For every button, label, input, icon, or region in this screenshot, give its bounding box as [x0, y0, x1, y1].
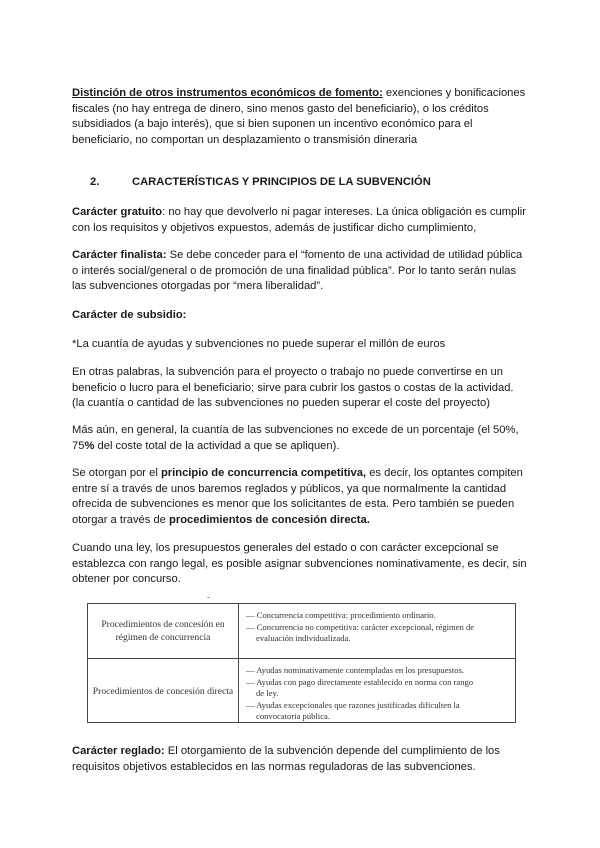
paragraph-ley: Cuando una ley, los presupuestos generales del estado o con carácter excepcional se establezca con rango legal, es posible asignar subvenciones nominativamente, es decir, sin obtener por concurso.: [72, 542, 527, 586]
text-mas-aun-b: del coste total de la actividad a que se apliquen).: [94, 439, 340, 452]
paragraph-concurrencia: [72, 466, 528, 528]
table-item: convocatoria pública.: [256, 711, 330, 721]
table-item: — Concurrencia competitiva: procedimiento ordinario.: [246, 610, 436, 620]
table-item: de ley.: [256, 688, 279, 698]
table-item: — Ayudas nominativamente contempladas en los presupuestos.: [246, 665, 465, 675]
table-row-label: Procedimientos de concesión en régimen de concurrencia: [88, 604, 239, 658]
heading-instrumentos: Distinción de otros instrumentos económicos de fomento:: [72, 87, 383, 99]
heading-gratuito: Carácter gratuito: [72, 206, 163, 218]
table-row-items: [246, 665, 508, 723]
text-concurrencia-bold-a: principio de concurrencia competitiva,: [160, 467, 367, 479]
heading-subsidio: Carácter de subsidio:: [72, 309, 187, 321]
heading-finalista: Carácter finalista:: [72, 249, 167, 261]
table-item: — Ayudas excepcionales que razones justificadas dificulten la: [246, 699, 460, 710]
text-finalista: Se debe conceder para el “fomento de una actividad de utilidad pública o interés social/general o de promoción de una finalidad pública”. Por lo tanto serán nulas las subvenciones otorgadas por “mera liberalidad”.: [72, 249, 523, 293]
table-item: — Ayudas con pago directamente establecido en norma con rango: [246, 676, 474, 687]
table-row: [88, 604, 515, 658]
text-mas-aun-a: Más aún, en general, la cuantía de las subvenciones no excede de un porcentaje (el 50%, 75: [72, 424, 519, 452]
text-gratuito: : no hay que devolverlo ni pagar intereses. La única obligación es cumplir con los requisitos y objetivos expuestos, además de justificar dicho cumplimiento,: [72, 206, 526, 234]
table-row-items: [246, 610, 508, 645]
table-item: — Concurrencia no competitiva: carácter excepcional, régimen de: [246, 621, 475, 632]
table-item: evaluación individualizada.: [256, 633, 351, 643]
section-title: CARACTERÍSTICAS Y PRINCIPIOS DE LA SUBVENCIÓN: [132, 176, 431, 188]
section-number: 2.: [90, 176, 100, 188]
text-mas-aun-bold: %: [84, 439, 95, 452]
paragraph-cuantia-note: *La cuantía de ayudas y subvenciones no puede superar el millón de euros: [72, 338, 446, 350]
procedures-table: [87, 603, 516, 723]
dash-mark: -: [207, 592, 210, 602]
paragraph-reglado: [72, 744, 528, 775]
text-concurrencia-b: es decir, los optantes compiten entre sí a través de unos baremos reglados y públicos, ya que normalmente la cantidad ofrecida de subvenciones es menor que los solicitantes de esta. Pero también se pueden otorgar a través de: [72, 467, 523, 526]
text-reglado: El otorgamiento de la subvención depende del cumplimiento de los requisitos objetivos establecidos en las normas reguladoras de las subvenciones.: [72, 745, 500, 773]
heading-reglado: Carácter reglado:: [72, 745, 165, 757]
paragraph-finalista: [72, 248, 528, 295]
paragraph-instrumentos: [72, 86, 528, 148]
text-instrumentos: exenciones y bonificaciones fiscales (no hay entrega de dinero, sino menos gasto del beneficiario), o los créditos subsidiados (a bajo interés), que si bien suponen un incentivo económico para el beneficiario, no comportan un desplazamiento o transmisión dineraria: [72, 87, 526, 146]
paragraph-mas-aun: [72, 423, 528, 454]
text-concurrencia-a: Se otorgan por el: [72, 467, 161, 479]
table-row-label: Procedimientos de concesión directa: [88, 659, 239, 723]
paragraph-gratuito: [72, 205, 528, 236]
paragraph-otras-palabras: En otras palabras, la subvención para el proyecto o trabajo no puede convertirse en un beneficio o lucro para el beneficiario; sirve para cubrir los gastos o costas de la actividad. (la cuantía o cantidad de las subvenciones no pueden superar el coste del proyecto): [72, 366, 514, 410]
text-concurrencia-bold-b: procedimientos de concesión directa.: [169, 513, 370, 526]
table-row: [88, 658, 515, 723]
